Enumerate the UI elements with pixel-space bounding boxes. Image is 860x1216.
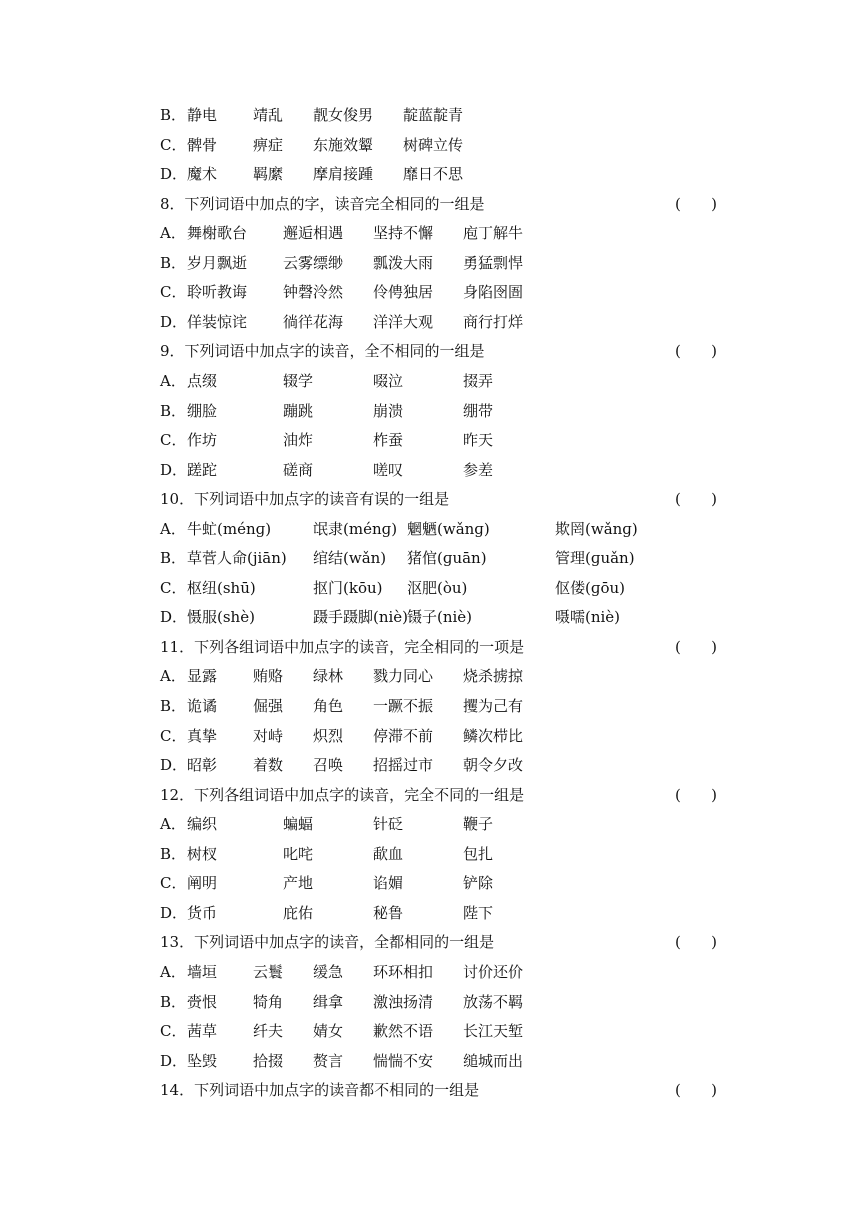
option-word: 绿林 (313, 667, 344, 686)
option-row (160, 515, 720, 545)
option-word: 草菅人命(jiān) (187, 549, 287, 568)
option-word: 嗟叹 (373, 460, 404, 479)
option-word: 魔术 (187, 165, 218, 184)
option-word: 管理(ɡuǎn) (555, 549, 635, 568)
option-word: 掇弄 (463, 371, 494, 390)
option-word: 点缀 (187, 371, 218, 390)
option-word: 绷带 (463, 401, 494, 420)
question-text: 9．下列词语中加点字的读音，全不相同的一组是 (160, 342, 485, 361)
option-word: 参差 (463, 460, 494, 479)
question-stem (160, 1076, 479, 1106)
option-word: 谄媚 (373, 874, 404, 893)
option-label: D． (160, 608, 188, 627)
option-word: 戮力同心 (373, 667, 434, 686)
option-word: 显露 (187, 667, 218, 686)
option-label: D． (160, 460, 188, 479)
option-word: 召唤 (313, 756, 344, 775)
option-word: 庇佑 (283, 903, 314, 922)
option-word: 炽烈 (313, 726, 344, 745)
option-word: 招摇过市 (373, 756, 434, 775)
option-word: 树碑立传 (403, 135, 464, 154)
option-word: 歃血 (373, 844, 404, 863)
option-label: C． (160, 726, 187, 745)
question-stem (160, 928, 494, 958)
option-word: 烧杀掳掠 (463, 667, 524, 686)
option-word: 缓急 (313, 962, 344, 981)
option-word: 赍恨 (187, 992, 218, 1011)
option-row (160, 278, 720, 308)
option-word: 伶俜独居 (373, 283, 434, 302)
option-word: 伛偻(ɡōu) (555, 578, 625, 597)
option-word: 嗫嚅(niè) (555, 608, 621, 627)
answer-bracket[interactable]: ( ) (675, 785, 717, 804)
option-row (160, 308, 720, 338)
option-word: 沤肥(òu) (407, 578, 468, 597)
option-row (160, 810, 720, 840)
option-word: 啜泣 (373, 371, 404, 390)
answer-bracket[interactable]: ( ) (675, 342, 717, 361)
option-row (160, 988, 720, 1018)
option-word: 鞭子 (463, 815, 494, 834)
option-row (160, 722, 720, 752)
option-word: 磋商 (283, 460, 314, 479)
option-word: 歉然不语 (373, 1022, 434, 1041)
option-word: 氓隶(ménɡ) (313, 519, 398, 538)
option-label: B． (160, 549, 187, 568)
option-word: 崩溃 (373, 401, 404, 420)
option-row (160, 397, 720, 427)
question-stem (160, 337, 485, 367)
question-stem (160, 485, 449, 515)
option-row (160, 840, 720, 870)
option-row (160, 160, 720, 190)
option-word: 绷脸 (187, 401, 218, 420)
option-word: 羁縻 (253, 165, 284, 184)
option-word: 云鬟 (253, 962, 284, 981)
option-word: 魍魉(wǎnɡ) (407, 519, 490, 538)
option-word: 犄角 (253, 992, 284, 1011)
option-label: A． (160, 371, 186, 390)
option-word: 拾掇 (253, 1051, 284, 1070)
option-row (160, 426, 720, 456)
option-word: 油炸 (283, 431, 314, 450)
option-word: 倔强 (253, 697, 284, 715)
option-label: A． (160, 667, 186, 686)
option-word: 岁月飘逝 (187, 253, 248, 272)
option-word: 赘言 (313, 1051, 344, 1070)
option-row (160, 751, 720, 781)
option-word: 髀骨 (187, 135, 218, 154)
option-word: 靖乱 (253, 106, 284, 124)
option-word: 缉拿 (313, 992, 344, 1011)
option-word: 着数 (253, 756, 284, 775)
option-word: 聆听教诲 (187, 283, 248, 302)
option-label: C． (160, 1022, 187, 1041)
question-text: 8．下列词语中加点的字，读音完全相同的一组是 (160, 194, 485, 213)
option-word: 墙垣 (187, 962, 218, 981)
option-word: 缒城而出 (463, 1051, 524, 1070)
option-label: C． (160, 874, 187, 893)
question-stem (160, 781, 524, 811)
option-word: 秘鲁 (373, 903, 404, 922)
option-word: 庖丁解牛 (463, 224, 524, 243)
question-text: 10．下列词语中加点字的读音有误的一组是 (160, 490, 450, 509)
option-word: 身陷囹圄 (463, 283, 524, 302)
option-row (160, 249, 720, 279)
option-word: 昨天 (463, 431, 494, 450)
option-row (160, 1047, 720, 1077)
option-word: 角色 (313, 697, 344, 715)
option-word: 猪倌(ɡuān) (407, 549, 487, 568)
option-row (160, 692, 720, 722)
option-word: 商行打烊 (463, 312, 524, 331)
option-label: C． (160, 431, 187, 450)
option-label: B． (160, 401, 187, 420)
option-label: C． (160, 135, 187, 154)
option-word: 靓女俊男 (313, 106, 374, 124)
option-word: 纤夫 (253, 1022, 284, 1041)
option-label: B． (160, 992, 187, 1011)
option-word: 针砭 (373, 815, 404, 834)
option-word: 朝令夕改 (463, 756, 524, 775)
option-word: 停滞不前 (373, 726, 434, 745)
option-label: A． (160, 519, 186, 538)
answer-bracket[interactable]: ( ) (675, 1081, 717, 1100)
option-row (160, 574, 720, 604)
option-row (160, 603, 720, 633)
option-word: 讨价还价 (463, 962, 524, 981)
option-label: D． (160, 165, 188, 184)
option-row (160, 899, 720, 929)
answer-bracket[interactable]: ( ) (675, 490, 717, 509)
question-text: 12．下列各组词语中加点字的读音，完全不同的一组是 (160, 785, 525, 804)
option-label: A． (160, 962, 186, 981)
option-word: 放荡不羁 (463, 992, 524, 1011)
option-row (160, 219, 720, 249)
option-word: 镊子(niè) (407, 608, 473, 627)
option-row (160, 1017, 720, 1047)
answer-bracket[interactable]: ( ) (675, 194, 717, 213)
option-row (160, 958, 720, 988)
option-word: 树杈 (187, 844, 218, 863)
option-word: 包扎 (463, 844, 494, 863)
option-word: 舞榭歌台 (187, 224, 248, 243)
option-label: D． (160, 1051, 188, 1070)
option-word: 贿赂 (253, 667, 284, 686)
option-label: B． (160, 253, 187, 272)
option-word: 绾结(wǎn) (313, 549, 387, 568)
question-text: 13．下列词语中加点字的读音，全都相同的一组是 (160, 933, 495, 952)
option-word: 坠毁 (187, 1051, 218, 1070)
option-word: 阐明 (187, 874, 218, 893)
answer-bracket[interactable]: ( ) (675, 933, 717, 952)
option-word: 诡谲 (187, 697, 218, 715)
option-word: 慑服(shè) (187, 608, 255, 627)
option-label: A． (160, 224, 186, 243)
option-row (160, 101, 720, 131)
option-word: 云雾缥缈 (283, 253, 344, 272)
option-word: 摩肩接踵 (313, 165, 374, 184)
option-row (160, 456, 720, 486)
option-word: 真挚 (187, 726, 218, 745)
option-word: 昭彰 (187, 756, 218, 775)
option-label: C． (160, 578, 187, 597)
option-word: 产地 (283, 874, 314, 893)
option-word: 蝙蝠 (283, 815, 314, 834)
option-label: D． (160, 903, 188, 922)
option-word: 坚持不懈 (373, 224, 434, 243)
option-word: 佯装惊诧 (187, 312, 248, 331)
option-word: 瓢泼大雨 (373, 253, 434, 272)
option-word: 痹症 (253, 135, 284, 154)
option-word: 蹉跎 (187, 460, 218, 479)
option-word: 长江天堑 (463, 1022, 524, 1041)
option-word: 钟磬泠然 (283, 283, 344, 302)
option-word: 一蹶不振 (373, 697, 434, 715)
option-row (160, 131, 720, 161)
option-label: B． (160, 106, 187, 124)
question-text: 11．下列各组词语中加点字的读音，完全相同的一项是 (160, 637, 525, 656)
answer-bracket[interactable]: ( ) (675, 637, 717, 656)
option-word: 辍学 (283, 371, 314, 390)
option-label: B． (160, 697, 187, 715)
option-word: 婧女 (313, 1022, 344, 1041)
option-row (160, 544, 720, 574)
option-word: 作坊 (187, 431, 218, 450)
option-word: 蹑手蹑脚(niè) (313, 608, 409, 627)
option-word: 洋洋大观 (373, 312, 434, 331)
option-word: 环环相扣 (373, 962, 434, 981)
option-row (160, 662, 720, 692)
option-word: 柞蚕 (373, 431, 404, 450)
option-word: 勇猛剽悍 (463, 253, 524, 272)
option-word: 邂逅相遇 (283, 224, 344, 243)
option-word: 对峙 (253, 726, 284, 745)
option-word: 静电 (187, 106, 218, 124)
option-word: 叱咤 (283, 844, 314, 863)
option-word: 牛虻(ménɡ) (187, 519, 272, 538)
option-word: 枢纽(shū) (187, 578, 256, 597)
option-word: 铲除 (463, 874, 494, 893)
option-word: 货币 (187, 903, 218, 922)
option-word: 陛下 (463, 903, 494, 922)
option-word: 徜徉花海 (283, 312, 344, 331)
option-label: C． (160, 283, 187, 302)
question-text: 14．下列词语中加点字的读音都不相同的一组是 (160, 1081, 480, 1100)
question-stem (160, 190, 485, 220)
option-word: 靛蓝靛青 (403, 106, 464, 124)
option-label: A． (160, 815, 186, 834)
option-word: 惴惴不安 (373, 1051, 434, 1070)
option-word: 鳞次栉比 (463, 726, 524, 745)
question-stem (160, 633, 524, 663)
option-word: 东施效颦 (313, 135, 374, 154)
option-row (160, 869, 720, 899)
option-word: 欺罔(wǎnɡ) (555, 519, 638, 538)
option-row (160, 367, 720, 397)
option-word: 编织 (187, 815, 218, 834)
option-word: 抠门(kōu) (313, 578, 383, 597)
option-word: 攫为己有 (463, 697, 524, 715)
option-word: 蹦跳 (283, 401, 314, 420)
option-word: 茜草 (187, 1022, 218, 1041)
option-word: 激浊扬清 (373, 992, 434, 1011)
option-label: B． (160, 844, 187, 863)
option-word: 靡日不思 (403, 165, 464, 184)
option-label: D． (160, 756, 188, 775)
option-label: D． (160, 312, 188, 331)
